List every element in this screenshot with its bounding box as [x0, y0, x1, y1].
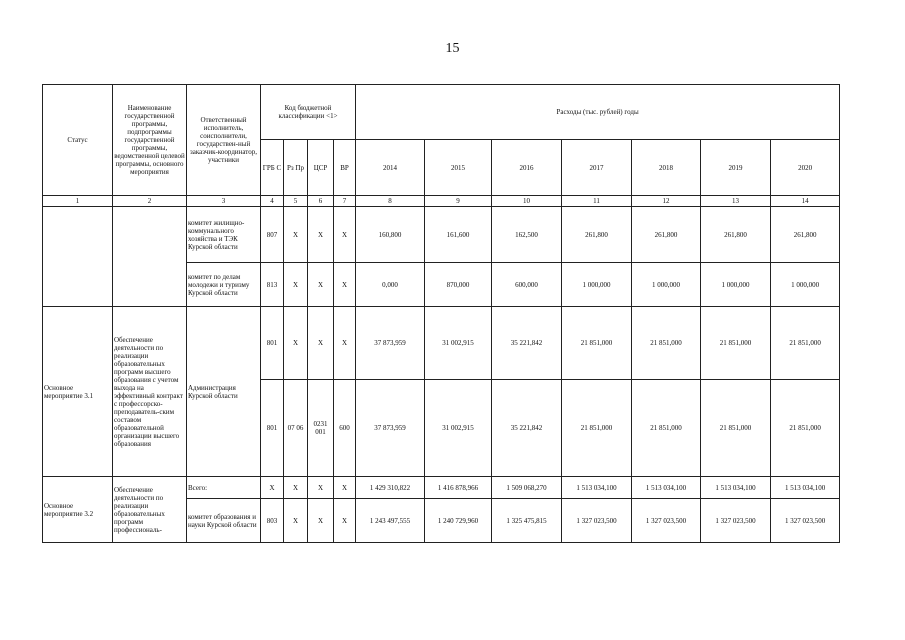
csr-cell: X	[308, 207, 334, 263]
value-cell: 37 873,959	[356, 380, 425, 477]
value-cell: 21 851,000	[771, 307, 840, 380]
value-cell: 21 851,000	[632, 380, 701, 477]
name-cell: Обеспечение деятельности по реализации образовательных программ высшего образования с учетом выхода на эффективный контракт с профессорско-преподаватель-ским составом образовательной организации высшего образования	[113, 307, 187, 477]
value-cell: 21 851,000	[701, 380, 771, 477]
column-number: 6	[308, 196, 334, 207]
value-cell: 1 327 023,500	[701, 499, 771, 543]
value-cell: 1 416 878,966	[425, 477, 492, 499]
csr-cell: X	[308, 307, 334, 380]
header-year: 2014	[356, 140, 425, 196]
header-year: 2016	[492, 140, 562, 196]
table-row	[43, 477, 840, 499]
value-cell: 21 851,000	[771, 380, 840, 477]
rzpr-cell: X	[284, 263, 308, 307]
value-cell: 1 327 023,500	[771, 499, 840, 543]
value-cell: 31 002,915	[425, 380, 492, 477]
value-cell: 1 325 475,815	[492, 499, 562, 543]
value-cell: 1 000,000	[701, 263, 771, 307]
column-number: 5	[284, 196, 308, 207]
header-year: 2015	[425, 140, 492, 196]
csr-cell: 0231 001	[308, 380, 334, 477]
vr-cell: X	[334, 307, 356, 380]
header-year: 2018	[632, 140, 701, 196]
value-cell: 37 873,959	[356, 307, 425, 380]
header-executor: Ответственный исполнитель, соисполнители, государствен-ный заказчик-координатор, участники	[187, 85, 261, 196]
value-cell: 1 513 034,100	[632, 477, 701, 499]
column-number: 11	[562, 196, 632, 207]
value-cell: 1 327 023,500	[562, 499, 632, 543]
grbs-cell: 801	[261, 307, 284, 380]
header-expenses: Расходы (тыс. рублей) годы	[356, 85, 840, 140]
csr-cell: X	[308, 263, 334, 307]
csr-cell: X	[308, 499, 334, 543]
value-cell: 261,800	[701, 207, 771, 263]
header-name: Наименование государственной программы, подпрограммы государственной программы, ведомственной целевой программы, основного мероприятия	[113, 85, 187, 196]
executor-cell: комитет по делам молодежи и туризму Курской области	[187, 263, 261, 307]
value-cell: 261,800	[632, 207, 701, 263]
value-cell: 870,000	[425, 263, 492, 307]
header-year: 2017	[562, 140, 632, 196]
value-cell: 1 429 310,822	[356, 477, 425, 499]
header-status: Статус	[43, 85, 113, 196]
header-vr: ВР	[334, 140, 356, 196]
header-year: 2019	[701, 140, 771, 196]
value-cell: 1 513 034,100	[701, 477, 771, 499]
header-grbs: ГРБ С	[261, 140, 284, 196]
vr-cell: X	[334, 263, 356, 307]
value-cell: 31 002,915	[425, 307, 492, 380]
executor-cell: Администрация Курской области	[187, 307, 261, 477]
vr-cell: X	[334, 207, 356, 263]
value-cell: 1 327 023,500	[632, 499, 701, 543]
column-number: 14	[771, 196, 840, 207]
header-budget-code: Код бюджетной классификации <1>	[261, 85, 356, 140]
page-number: 15	[445, 41, 460, 56]
name-cell: Обеспечение деятельности по реализации образовательных программ профессиональ-	[113, 477, 187, 543]
vr-cell: 600	[334, 380, 356, 477]
grbs-cell: 803	[261, 499, 284, 543]
value-cell: 1 000,000	[771, 263, 840, 307]
rzpr-cell: X	[284, 477, 308, 499]
column-number: 13	[701, 196, 771, 207]
value-cell: 1 513 034,100	[562, 477, 632, 499]
status-cell: Основное мероприятие 3.1	[43, 307, 113, 477]
column-number: 4	[261, 196, 284, 207]
value-cell: 1 000,000	[632, 263, 701, 307]
column-number: 8	[356, 196, 425, 207]
column-number: 2	[113, 196, 187, 207]
column-number: 1	[43, 196, 113, 207]
status-cell	[43, 207, 113, 307]
header-year: 2020	[771, 140, 840, 196]
budget-table	[42, 84, 840, 543]
grbs-cell: 801	[261, 380, 284, 477]
value-cell: 261,800	[562, 207, 632, 263]
value-cell: 1 240 729,960	[425, 499, 492, 543]
value-cell: 1 509 068,270	[492, 477, 562, 499]
value-cell: 160,800	[356, 207, 425, 263]
grbs-cell: 807	[261, 207, 284, 263]
value-cell: 0,000	[356, 263, 425, 307]
value-cell: 162,500	[492, 207, 562, 263]
value-cell: 1 513 034,100	[771, 477, 840, 499]
value-cell: 261,800	[771, 207, 840, 263]
value-cell: 21 851,000	[632, 307, 701, 380]
value-cell: 161,600	[425, 207, 492, 263]
executor-cell: Всего:	[187, 477, 261, 499]
column-number-row	[43, 196, 840, 207]
table-row	[43, 207, 840, 263]
value-cell: 21 851,000	[562, 307, 632, 380]
column-number: 9	[425, 196, 492, 207]
header-rzpr: Рз Пр	[284, 140, 308, 196]
executor-cell: комитет жилищно-коммунального хозяйства и ТЭК Курской области	[187, 207, 261, 263]
grbs-cell: 813	[261, 263, 284, 307]
executor-cell: комитет образования и науки Курской области	[187, 499, 261, 543]
value-cell: 1 000,000	[562, 263, 632, 307]
name-cell	[113, 207, 187, 307]
column-number: 12	[632, 196, 701, 207]
value-cell: 35 221,842	[492, 380, 562, 477]
table-row	[43, 307, 840, 380]
value-cell: 21 851,000	[701, 307, 771, 380]
header-row-1	[43, 85, 840, 140]
rzpr-cell: 07 06	[284, 380, 308, 477]
value-cell: 1 243 497,555	[356, 499, 425, 543]
vr-cell: X	[334, 477, 356, 499]
grbs-cell: X	[261, 477, 284, 499]
column-number: 10	[492, 196, 562, 207]
value-cell: 21 851,000	[562, 380, 632, 477]
rzpr-cell: X	[284, 307, 308, 380]
csr-cell: X	[308, 477, 334, 499]
rzpr-cell: X	[284, 207, 308, 263]
column-number: 7	[334, 196, 356, 207]
rzpr-cell: X	[284, 499, 308, 543]
status-cell: Основное мероприятие 3.2	[43, 477, 113, 543]
header-csr: ЦСР	[308, 140, 334, 196]
column-number: 3	[187, 196, 261, 207]
value-cell: 600,000	[492, 263, 562, 307]
vr-cell: X	[334, 499, 356, 543]
value-cell: 35 221,842	[492, 307, 562, 380]
